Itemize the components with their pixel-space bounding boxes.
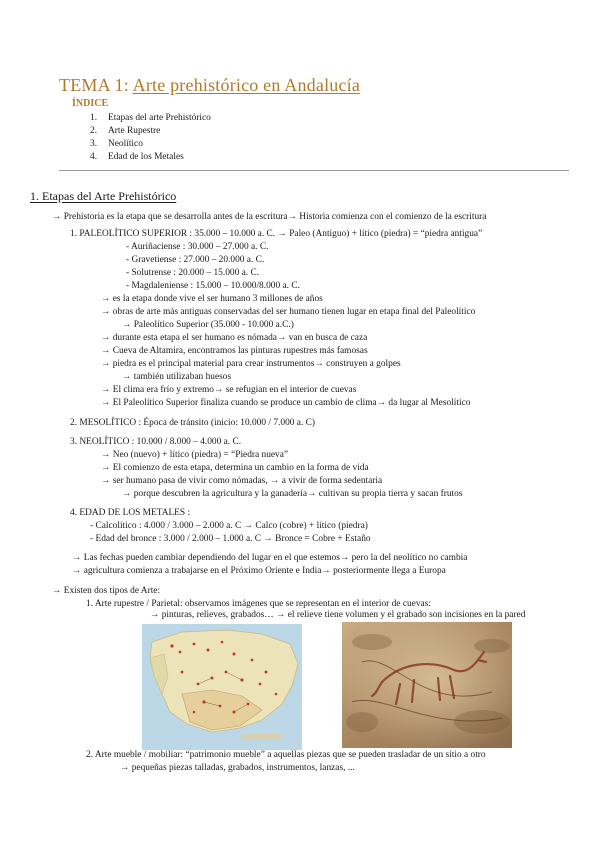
fechas-note: → agricultura comienza a trabajarse en el Próximo Oriente e India→ posteriormente llega a Europa (72, 566, 446, 576)
indice-item-text: Arte Rupestre (108, 126, 161, 136)
metales-bronce: - Edad del bronce : 3.000 / 2.000 – 1.000 a. C → Bronce = Cobre + Estaño (90, 534, 371, 544)
period-aurinaciense: - Auriñaciense : 30.000 – 27.000 a. C. (126, 242, 269, 252)
tipos-mueble: 2. Arte mueble / mobiliar: “patrimonio mueble” a aquellas piezas que se pueden trasladar de un sitio a otro (86, 750, 486, 760)
indice-item-text: Neolítico (108, 139, 143, 149)
mesolitico-title: 2. MESOLÍTICO : Época de tránsito (inicio: 10.000 / 7.000 a. C) (70, 418, 316, 428)
neolitico-note: → Neo (nuevo) + lítico (piedra) = “Piedra nueva” (101, 450, 289, 460)
neolitico-note: → El comienzo de esta etapa, determina un cambio en la forma de vida (101, 463, 369, 473)
indice-item-3 (90, 139, 143, 150)
tema-title: Arte prehistórico en Andalucía (132, 75, 361, 95)
paleolitico-subnote: → Paleolítico Superior (35.000 - 10.000 a.C.) (122, 320, 294, 330)
tipos-intro: → Existen dos tipos de Arte: (52, 586, 161, 596)
tipos-rupestre: 1. Arte rupestre / Parietal: observamos imágenes que se representan en el interior de cuevas: (86, 599, 431, 609)
neolitico-subnote: → porque descubren la agricultura y la ganadería→ cultivan su propia tierra y sacan frutos (122, 489, 463, 499)
cave-painting-illustration (342, 622, 512, 748)
indice-item-number: 3. (90, 139, 98, 149)
fechas-note: → Las fechas pueden cambiar dependiendo del lugar en el que estemos→ pero la del neolítico no cambia (72, 553, 468, 563)
indice-item-number: 1. (90, 113, 98, 123)
indice-item-1 (90, 113, 211, 124)
map-illustration (142, 624, 302, 750)
tema-label: TEMA 1: (59, 75, 129, 95)
paleolitico-subnote: → también utilizaban huesos (122, 372, 232, 382)
page-title (59, 74, 360, 96)
period-gravetiense: - Gravetiense : 27.000 – 20.000 a. C. (126, 255, 265, 265)
indice-item-number: 2. (90, 126, 98, 136)
indice-heading: ÍNDICE (72, 98, 109, 109)
paleolitico-note: → piedra es el principal material para crear instrumentos→ construyen a golpes (101, 359, 401, 369)
tipos-mueble-sub: → pequeñas piezas talladas, grabados, instrumentos, lanzas, ... (120, 763, 355, 773)
rock-art-sites-map (142, 624, 302, 750)
metales-calcolitico: - Calcolítico : 4.000 / 3.000 – 2.000 a. C → Calco (cobre) + lítico (piedra) (90, 521, 368, 531)
section-divider (59, 170, 569, 171)
paleolitico-note: → obras de arte más antiguas conservadas del ser humano tienen lugar en etapa final del Paleolítico (101, 307, 476, 317)
neolitico-title: 3. NEOLÍTICO : 10.000 / 8.000 – 4.000 a. C. (70, 437, 242, 447)
paleolitico-note: → Cueva de Altamira, encontramos las pinturas rupestres más famosas (101, 346, 368, 356)
indice-item-4 (90, 152, 184, 163)
metales-title: 4. EDAD DE LOS METALES : (70, 508, 191, 518)
neolitico-note: → ser humano pasa de vivir como nómadas, → a vivir de forma sedentaria (101, 476, 383, 486)
indice-item-2 (90, 126, 160, 137)
intro-line: → Prehistoria es la etapa que se desarrolla antes de la escritura→ Historia comienza con el comienzo de la escritura (52, 212, 487, 222)
indice-item-number: 4. (90, 152, 98, 162)
period-magdaleniense: - Magdaleniense : 15.000 – 10.000/8.000 a. C. (126, 281, 300, 291)
tipos-rupestre-sub: → pinturas, relieves, grabados… → el relieve tiene volumen y el grabado son incisiones en la pared (150, 610, 526, 620)
period-solutrense: - Solutrense : 20.000 – 15.000 a. C. (126, 268, 260, 278)
paleolitico-note: → es la etapa donde vive el ser humano 3 millones de años (101, 294, 323, 304)
cave-painting-photo (342, 622, 512, 748)
paleolitico-note: → durante esta etapa el ser humano es nómada→ van en busca de caza (101, 333, 368, 343)
paleolitico-note: → El clima era frío y extremo→ se refugian en el interior de cuevas (101, 385, 357, 395)
paleolitico-title: 1. PALEOLÍTICO SUPERIOR : 35.000 – 10.000 a. C. → Paleo (Antiguo) + lítico (piedra) = “piedra antigua” (70, 229, 483, 239)
indice-item-text: Etapas del arte Prehistórico (108, 113, 211, 123)
paleolitico-note: → El Paleolítico Superior finaliza cuando se produce un cambio de clima→ da lugar al Mesolítico (101, 398, 471, 408)
indice-item-text: Edad de los Metales (108, 152, 184, 162)
section-heading: 1. Etapas del Arte Prehistórico (30, 189, 177, 203)
